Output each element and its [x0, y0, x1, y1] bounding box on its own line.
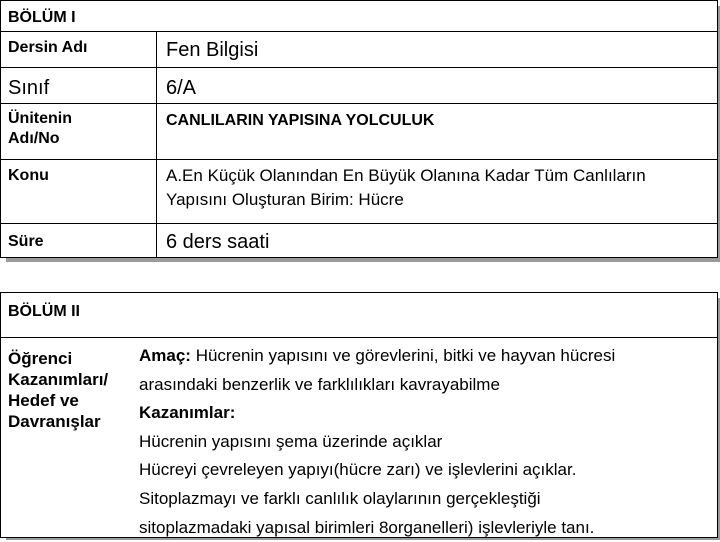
- duration-value: 6 ders saati: [166, 231, 270, 253]
- class-label: Sınıf: [8, 77, 50, 99]
- column-divider: [156, 160, 157, 223]
- outcome-item: Sitoplazmayı ve farklı canlılık olaylarının gerçekleştiği: [139, 488, 541, 508]
- aim-line: arasındaki benzerlik ve farklılıkları kavrayabilme: [139, 374, 500, 394]
- unit-label: Ünitenin Adı/No: [8, 110, 72, 147]
- objectives-label-line: Davranışlar: [8, 412, 101, 431]
- topic-label: Konu: [8, 167, 49, 184]
- outcome-item: sitoplazmadaki yapısal birimleri 8organelleri) işlevleriyle tanı.: [139, 517, 595, 537]
- section2-table: [0, 292, 718, 538]
- course-label: Dersin Adı: [8, 39, 88, 56]
- outcome-item: Hücreyi çevreleyen yapıyı(hücre zarı) ve işlevlerini açıklar.: [139, 460, 577, 480]
- section2-heading: BÖLÜM II: [8, 303, 80, 320]
- section1-table: [0, 0, 718, 258]
- class-value: 6/A: [166, 77, 197, 99]
- column-divider: [156, 68, 157, 103]
- objectives-content: [139, 342, 615, 542]
- section1-heading: BÖLÜM I: [8, 9, 76, 26]
- objectives-label-line: Öğrenci: [8, 349, 73, 368]
- outcomes-heading: Kazanımlar:: [139, 403, 236, 423]
- aim-line: [139, 342, 615, 371]
- outcome-item: Hücrenin yapısını şema üzerinde açıklar: [139, 431, 443, 451]
- objectives-label-line: Kazanımları/: [8, 370, 109, 389]
- row-objectives: [1, 337, 717, 537]
- objectives-label: [8, 348, 108, 432]
- row-topic: [1, 159, 717, 223]
- row-duration: [1, 223, 717, 258]
- topic-value: A.En Küçük Olanından En Büyük Olanına Kadar Tüm Canlıların Yapısını Oluşturan Birim: Hücre: [166, 166, 646, 209]
- row-course: [1, 31, 717, 67]
- row-unit: [1, 103, 717, 159]
- column-divider: [156, 32, 157, 67]
- aim-label: Amaç:: [139, 346, 191, 365]
- column-divider: [156, 104, 157, 159]
- column-divider: [156, 224, 157, 258]
- objectives-label-line: Hedef ve: [8, 391, 79, 410]
- duration-label: Süre: [8, 233, 44, 250]
- row-class: [1, 67, 717, 103]
- unit-value: CANLILARIN YAPISINA YOLCULUK: [166, 112, 435, 129]
- course-value: Fen Bilgisi: [166, 39, 259, 61]
- aim-text: Hücrenin yapısını ve görevlerini, bitki ve hayvan hücresi: [190, 346, 616, 365]
